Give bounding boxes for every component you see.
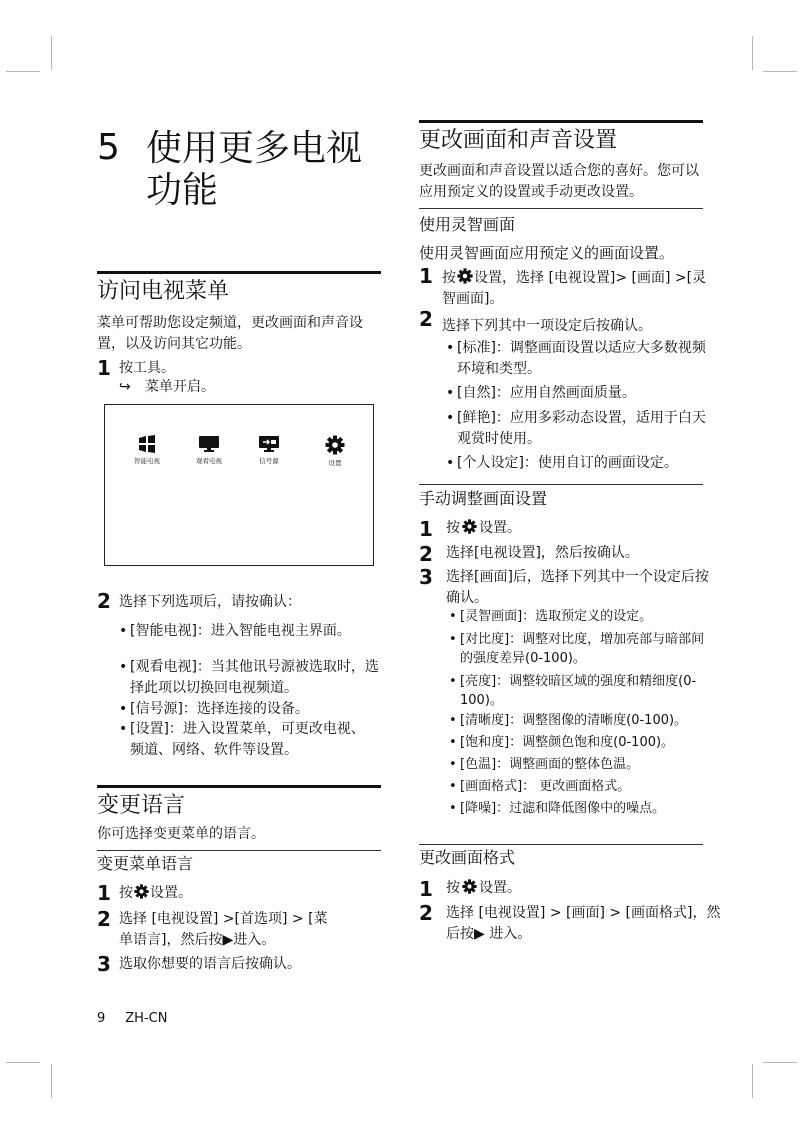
step-text: 按工具。 [119, 360, 175, 376]
list-item: • [灵智画面]：选取预定义的设定。 [449, 607, 709, 626]
subsection-rule [419, 208, 703, 209]
step-number: 2 [97, 907, 111, 931]
step-number: 1 [419, 517, 433, 541]
list-item: • [饱和度]：调整颜色饱和度(0-100)。 [449, 733, 739, 752]
step-number: 2 [419, 542, 433, 566]
section-intro: 更改画面和声音设置以适合您的喜好。您可以应用预定义的设置或手动更改设置。 [419, 163, 699, 200]
language-code: ZH-CN [125, 1011, 168, 1026]
list-item: • [亮度]：调整较暗区域的强度和精细度(0-100)。 [449, 672, 709, 710]
gear-icon [457, 268, 473, 284]
smart-tv-icon [137, 435, 157, 453]
section-heading: 更改画面和声音设置 [419, 128, 618, 153]
step-number: 2 [419, 901, 433, 925]
step-number: 3 [97, 952, 111, 976]
subsection-heading: 使用灵智画面 [419, 215, 516, 234]
step-text: 选择下列选项后，请按确认： [119, 594, 301, 610]
list-item: • [智能电视]：进入智能电视主界面。 [119, 621, 379, 663]
menu-item-settings [305, 435, 365, 468]
section-intro: 你可选择变更菜单的语言。 [97, 826, 265, 842]
section-heading: 变更语言 [97, 793, 186, 818]
step-number: 2 [97, 589, 111, 613]
list-item-text: [自然]：应用自然画面质量。 [457, 385, 636, 401]
list-item-text: [饱和度]：调整颜色饱和度(0-100)。 [460, 735, 675, 750]
crop-mark [752, 1064, 753, 1098]
list-item-text: [鲜艳]：应用多彩动态设置，适用于白天观赏时使用。 [457, 410, 706, 447]
chapter-number: 5 [97, 127, 120, 168]
list-item: • [信号源]：选择连接的设备。 [119, 699, 379, 720]
list-item-text: [观看电视]：当其他讯号源被选取时，选择此项以切换回电视频道。 [130, 659, 379, 696]
list-item-text: [画面格式]： 更改画面格式。 [460, 779, 631, 794]
section-heading: 访问电视菜单 [97, 279, 230, 304]
crop-mark [763, 71, 797, 72]
list-item-text: [设置]：进入设置菜单，可更改电视、频道、网络、软件等设置。 [130, 721, 365, 758]
crop-mark [6, 71, 40, 72]
step-text: 选择[画面]后，选择下列其中一个设定后按确认。 [446, 569, 709, 606]
step-text: 选取你想要的语言后按确认。 [119, 956, 301, 972]
list-item-text: [降噪]：过滤和降低图像中的噪点。 [460, 801, 666, 816]
step-text-tail: 设置。 [150, 885, 192, 901]
list-item: • [降噪]：过滤和降低图像中的噪点。 [449, 799, 709, 837]
gear-icon [462, 879, 477, 894]
crop-mark [752, 36, 753, 70]
crop-mark [51, 1064, 52, 1098]
section-rule [97, 271, 381, 274]
section-rule [97, 785, 381, 788]
tv-menu-illustration [104, 404, 374, 566]
menu-item-source [239, 435, 299, 466]
menu-item-label: 信号源 [259, 457, 279, 465]
menu-item-label: 设置 [328, 459, 342, 467]
result-arrow: ↪ [119, 379, 131, 395]
subsection-intro: 使用灵智画面应用预定义的画面设置。 [419, 244, 675, 262]
page-footer [97, 1010, 167, 1028]
menu-item-smart-tv [117, 435, 177, 466]
step-number: 1 [97, 356, 111, 380]
gear-icon [462, 519, 477, 534]
step-number: 1 [419, 877, 433, 901]
list-item: • [观看电视]：当其他讯号源被选取时，选择此项以切换回电视频道。 [119, 657, 379, 699]
crop-mark [6, 1062, 40, 1063]
list-item-text: [智能电视]：进入智能电视主界面。 [130, 623, 351, 639]
step-text: 选择 [电视设置] >[首选项] > [菜单语言]，然后按▶进入。 [119, 911, 328, 948]
step-number: 1 [97, 881, 111, 905]
section-intro: 菜单可帮助您设定频道，更改画面和声音设置，以及访问其它功能。 [97, 315, 363, 352]
subsection-heading: 更改画面格式 [419, 848, 516, 867]
page-number: 9 [97, 1011, 106, 1026]
list-item: • [设置]：进入设置菜单，可更改电视、频道、网络、软件等设置。 [119, 719, 379, 782]
chapter-title: 使用更多电视功能 [146, 128, 363, 211]
list-item-text: [标准]：调整画面设置以适应大多数视频环境和类型。 [457, 340, 706, 377]
subsection-heading: 手动调整画面设置 [419, 489, 548, 508]
menu-item-label: 观看电视 [196, 457, 222, 465]
list-item-text: [个人设定]：使用自订的画面设定。 [457, 455, 678, 471]
step-text: 按 设置。 [446, 880, 521, 896]
list-item: • [清晰度]：调整图像的清晰度(0-100)。 [449, 711, 739, 730]
list-item: • [对比度]：调整对比度，增加亮部与暗部间的强度差异(0-100)。 [449, 630, 709, 668]
menu-item-label: 智能电视 [134, 457, 160, 465]
list-item-text: [对比度]：调整对比度，增加亮部与暗部间的强度差异(0-100)。 [460, 632, 705, 666]
list-item-text: [亮度]：调整较暗区域的强度和精细度(0-100)。 [460, 674, 697, 708]
crop-mark [763, 1062, 797, 1063]
step-text: 按 设置，选择 [电视设置]> [画面] >[灵智画面]。 [442, 270, 707, 307]
menu-item-watch-tv [179, 435, 239, 466]
list-item: • [色温]：调整画面的整体色温。 [449, 755, 709, 774]
list-item: • [标准]：调整画面设置以适应大多数视频环境和类型。 [446, 338, 716, 380]
list-item-text: [信号源]：选择连接的设备。 [130, 701, 309, 717]
subsection-rule [97, 850, 381, 851]
subsection-rule [419, 484, 703, 485]
gear-icon [325, 435, 345, 455]
step-text: 按 设置。 [446, 520, 521, 536]
step-text: 选择 [电视设置] > [画面] > [画面格式]，然后按▶ 进入。 [446, 905, 721, 942]
step-result: 菜单开启。 [145, 379, 215, 395]
step-number: 3 [419, 565, 433, 589]
list-item: • [个人设定]：使用自订的画面设定。 [446, 453, 736, 474]
gear-icon [134, 884, 149, 899]
step-text: 选择下列其中一项设定后按确认。 [442, 318, 652, 334]
tv-icon [198, 435, 220, 453]
list-item-text: [灵智画面]：选取预定义的设定。 [460, 609, 653, 624]
subsection-heading: 变更菜单语言 [97, 854, 194, 873]
list-item-text: [色温]：调整画面的整体色温。 [460, 757, 640, 772]
step-text: 选择[电视设置]，然后按确认。 [446, 545, 639, 561]
step-number: 1 [419, 264, 433, 288]
list-item: • [自然]：应用自然画面质量。 [446, 383, 716, 404]
section-rule [419, 120, 703, 123]
list-item: • [鲜艳]：应用多彩动态设置，适用于白天观赏时使用。 [446, 408, 716, 450]
crop-mark [51, 36, 52, 70]
subsection-rule [419, 844, 703, 845]
list-item-text: [清晰度]：调整图像的清晰度(0-100)。 [460, 713, 688, 728]
list-item: • [画面格式]： 更改画面格式。 [449, 777, 709, 796]
step-number: 2 [419, 307, 433, 331]
step-text: 按 设置。 [119, 885, 192, 901]
source-icon [258, 435, 280, 453]
